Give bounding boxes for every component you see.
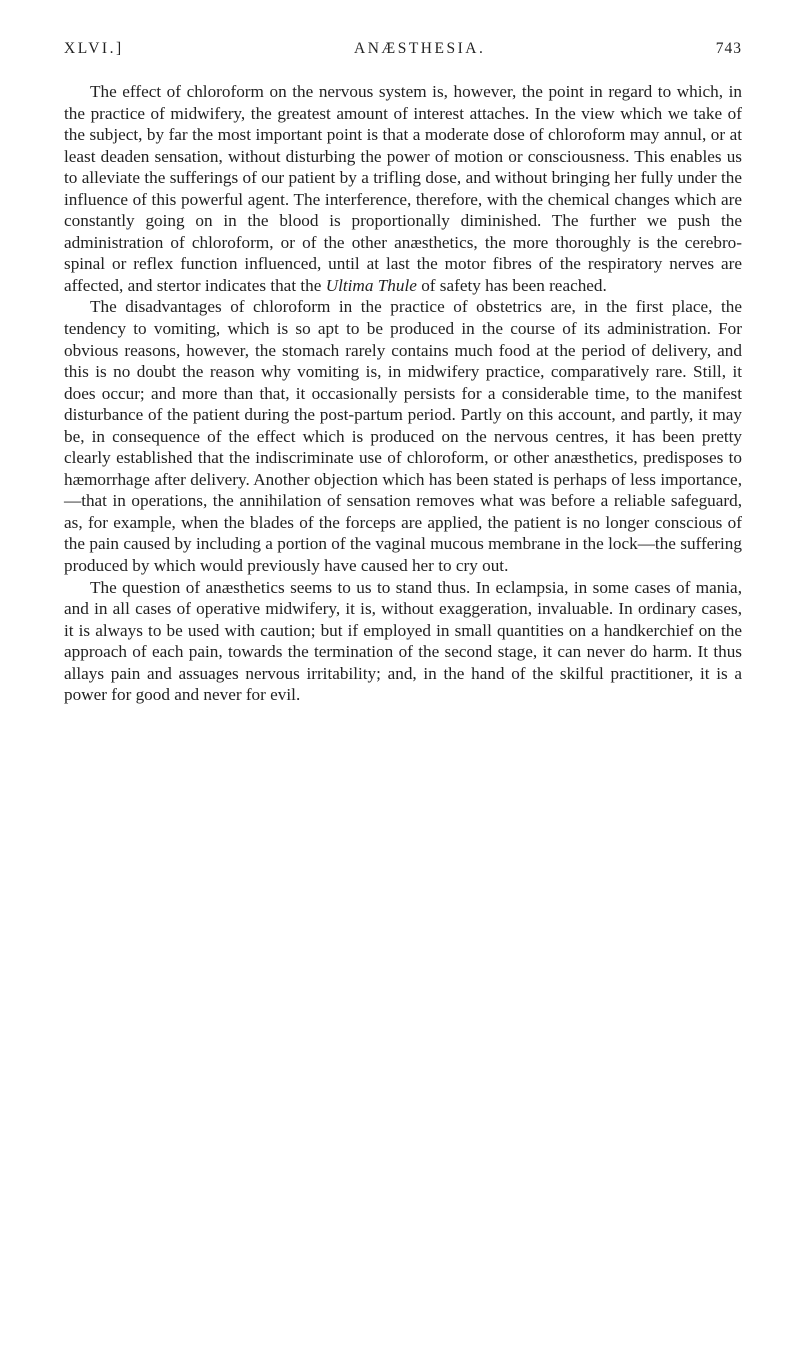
running-header <box>64 40 742 68</box>
italic-phrase: Ultima Thule <box>325 275 417 295</box>
paragraph-disadvantages <box>64 296 742 576</box>
paragraph-question-of-anaesthetics <box>64 577 742 706</box>
book-page <box>64 40 742 706</box>
body-text <box>64 81 742 706</box>
running-title: ANÆSTHESIA. <box>354 40 486 57</box>
paragraph-text: The effect of chloroform on the nervous system is, however, the point in regard to which, in the practice of midwifery, the greatest amount of interest attaches. In the view which we take of the subject, by far the most important point is that a moderate dose of chloroform may annul, or at least deaden sensation, without disturbing the power of motion or consciousness. This enables us to alleviate the sufferings of our patient by a trifling dose, and without bringing her fully under the influence of this powerful agent. The interference, therefore, with the chemical changes which are constantly going on in the blood is proportionally diminished. The further we push the administration of chloroform, or of the other anæsthetics, the more thoroughly is the cerebro-spinal or reflex function influenced, until at last the motor fibres of the respiratory nerves are affected, and stertor indicates that the <box>64 82 742 295</box>
paragraph-chloroform-nervous-system <box>64 81 742 296</box>
page-number: 743 <box>715 40 742 57</box>
paragraph-text: The question of anæsthetics seems to us to stand thus. In eclampsia, in some cases of mania, and in all cases of operative midwifery, it is, without exaggeration, invaluable. In ordinary cases, it is always to be used with caution; but if employed in small quantities on a handkerchief on the approach of each pain, towards the termination of the second stage, it can never do harm. It thus allays pain and assuages nervous irritability; and, in the hand of the skilful practitioner, it is a power for good and never for evil. <box>64 577 742 705</box>
paragraph-text-tail: of safety has been reached. <box>416 275 607 295</box>
paragraph-text: The disadvantages of chloroform in the practice of obstetrics are, in the first place, the tendency to vomiting, which is so apt to be produced in the course of its administration. For obvious reasons, however, the stomach rarely contains much food at the period of delivery, and this is no doubt the reason why vomiting is, in midwifery practice, comparatively rare. Still, it does occur; and more than that, it occasionally persists for a considerable time, to the manifest disturbance of the patient during the post-partum period. Partly on this account, and partly, it may be, in consequence of the effect which is produced on the nervous centres, it has been pretty clearly established that the indiscriminate use of chloroform, or other anæsthetics, predisposes to hæmorrhage after delivery. Another objection which has been stated is perhaps of less importance,—that in operations, the annihilation of sensation removes what was before a reliable safeguard, as, for example, when the blades of the forceps are applied, the patient is no longer conscious of the pain caused by including a portion of the vaginal mucous membrane in the lock—the suffering produced by which would previously have caused her to cry out. <box>64 297 742 576</box>
chapter-marker: XLVI.] <box>64 40 124 57</box>
